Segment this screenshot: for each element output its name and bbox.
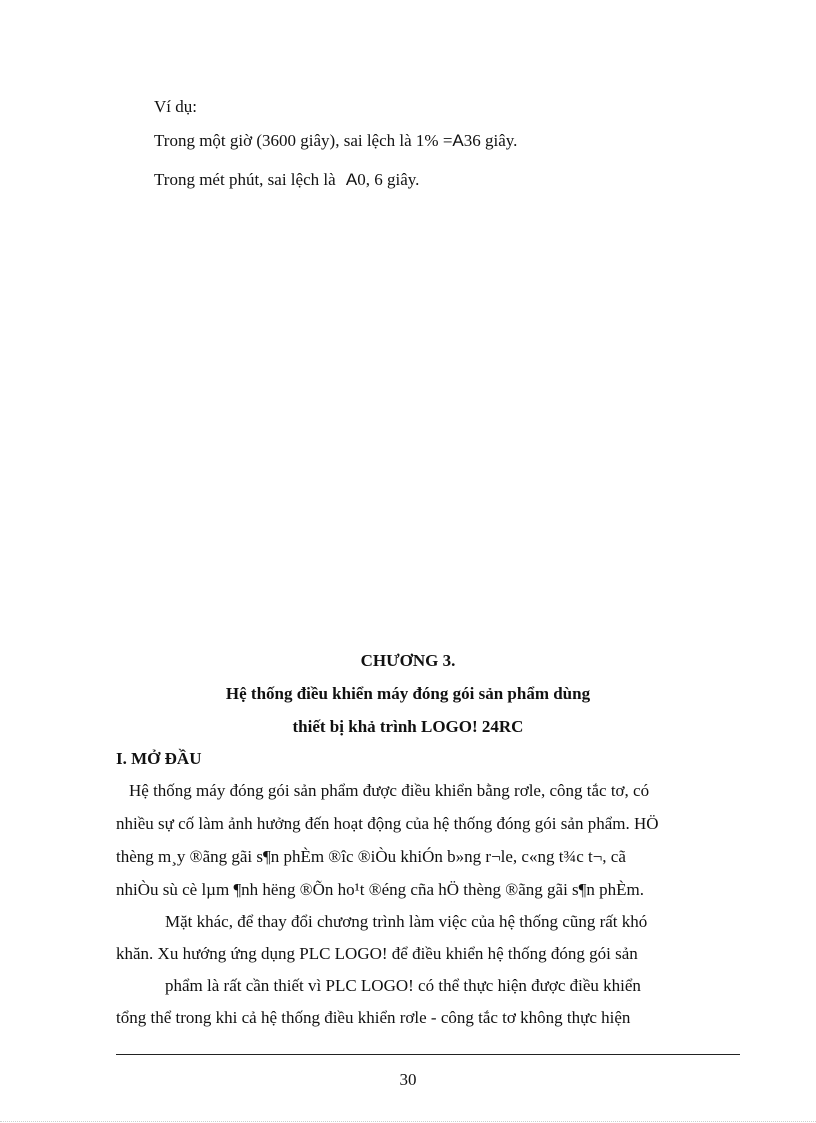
example-line-1-text: Trong một giờ (3600 giây), sai lệch là 1% = [154, 131, 453, 150]
page-edge-divider [0, 1121, 816, 1122]
body-line: Hệ thống máy đóng gói sản phẩm được điều khiển bằng rơle, công tắc tơ, có [129, 781, 650, 800]
page-number: 30 [399, 1070, 417, 1089]
body-line: thèng m¸y ®ãng gãi s¶n phÈm ®îc ®iÒu khiÓn b»ng r¬le, c«ng t¾c t¬, cã [116, 847, 626, 866]
body-line: khăn. Xu hướng ứng dụng PLC LOGO! để điều khiển hệ thống đóng gói sản [116, 944, 638, 963]
example-line-1-value: 36 giây. [463, 131, 518, 150]
body-line: nhiều sự cố làm ảnh hưởng đến hoạt động của hệ thống đóng gói sản phẩm. HÖ [116, 814, 659, 833]
section-heading: I. MỞ ĐẦU [116, 749, 202, 768]
chapter-title-line-2: thiết bị khả trình LOGO! 24RC [292, 717, 524, 736]
chapter-number: CHƯƠNG 3. [360, 651, 456, 670]
body-line: tổng thể trong khi cả hệ thống điều khiển rơle - công tắc tơ không thực hiện [116, 1008, 631, 1027]
example-line-2-text: Trong mét phút, sai lệch là [154, 170, 336, 189]
body-line: nhiÒu sù cè lµm ¶nh hëng ®Õn ho¹t ®éng cña hÖ thèng ®ãng gãi s¶n phÈm. [116, 880, 644, 899]
footer-rule [116, 1054, 740, 1055]
example-line-2-value: 0, 6 giây. [357, 170, 420, 189]
chapter-title-line-1: Hệ thống điều khiển máy đóng gói sản phẩm dùng [225, 684, 591, 703]
body-line: phẩm là rất cần thiết vì PLC LOGO! có thể thực hiện được điều khiển [165, 976, 641, 995]
example-label: Ví dụ: [154, 97, 197, 116]
approx-symbol: A [452, 131, 464, 150]
body-line: Mặt khác, để thay đổi chương trình làm việc của hệ thống cũng rất khó [165, 912, 648, 931]
example-line-2 [154, 169, 419, 191]
example-line-1 [154, 130, 517, 152]
approx-symbol: A [345, 170, 358, 189]
